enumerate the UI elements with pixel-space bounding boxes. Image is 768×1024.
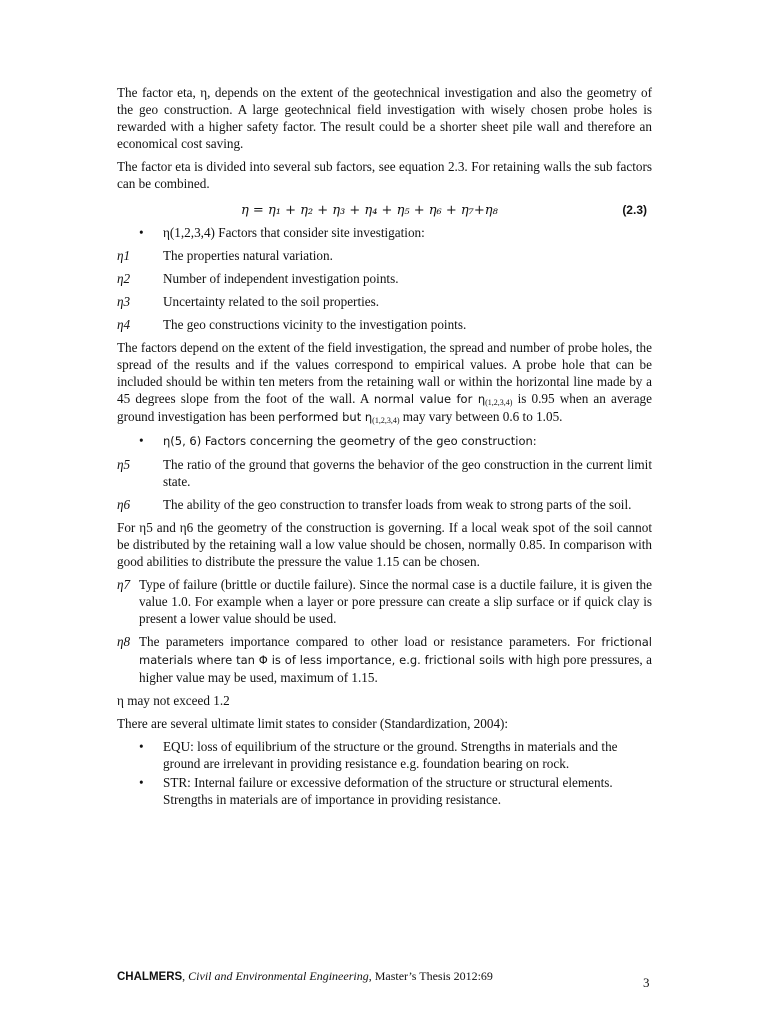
eta-definition-text: The parameters importance compared to other load or resistance parameters. For [139,634,602,649]
paragraph-text: may vary between 0.6 to 1.05. [399,409,563,424]
eta-definition-text: The ability of the geo construction to transfer loads from weak to strong parts of the soil. [163,497,632,512]
eta-definition-row [117,293,652,310]
subscript: (1,2,3,4) [372,416,400,425]
eta-definition-text: high pore pressures, a higher value may be used, maximum of 1.15. [139,652,652,685]
eta-definition-text: frictional materials where tan Φ is of less importance, e.g. frictional soils with [139,635,652,667]
subscript: (1,2,3,4) [485,398,513,407]
eta8-item [117,633,652,686]
bullet-text: η(5, 6) Factors concerning the geometry of the geo construction: [163,434,537,448]
list-item [117,774,652,808]
eta-symbol: η8 [117,634,131,649]
list-item [117,738,652,772]
eta-definition-row [117,456,652,490]
paragraph-text: performed but η [278,410,373,424]
eta-definition-text-wrapper [139,633,652,686]
bullet-dot: • [139,433,144,448]
paragraph-factors-depend [117,339,652,426]
eta-symbol: η4 [117,317,131,332]
bullet-dot: • [139,775,144,790]
page-number: 3 [643,975,650,990]
paragraph-eta-max: η may not exceed 1.2 [117,693,230,708]
footer-department: Civil and Environmental Engineering [188,969,369,983]
footer-separator: , [182,969,189,983]
paragraph-text: normal value for η [373,392,486,406]
eta-symbol: η6 [117,497,131,512]
paragraph-eta-subfactors: The factor eta is divided into several sub factors, see equation 2.3. For retaining walls the sub factors can be combined. [117,159,652,191]
page-footer [117,969,653,984]
eta-definition-text: Uncertainty related to the soil properties. [163,294,380,309]
eta-definition-row [117,270,652,287]
eta-definition-row [117,496,652,513]
limit-states-list [117,738,652,808]
bullet-text: η(1,2,3,4) Factors that consider site investigation: [163,225,425,240]
paragraph-eta5-eta6: For η5 and η6 the geometry of the construction is governing. If a local weak spot of the soil cannot be distributed by the retaining wall a low value should be chosen, normally 0.85. In comparison with good abilities to distribute the pressure the value 1.15 can be chosen. [117,520,652,569]
bullet-geometry [117,432,652,450]
eta-definition-text: The properties natural variation. [163,248,333,263]
eta-definition-row [117,247,652,264]
list-item-text: EQU: loss of equilibrium of the structure or the ground. Strengths in materials and the ground are irrelevant in providing resistance e.g. foundation bearing on rock. [163,739,618,771]
equation-number: (2.3) [622,203,647,217]
eta-symbol: η5 [117,457,131,472]
eta-definitions-5-6 [117,456,652,513]
footer-thesis: , Master’s Thesis 2012:69 [368,969,493,983]
paragraph-limit-states-intro: There are several ultimate limit states to consider (Standardization, 2004): [117,716,509,731]
eta-definitions-1-4 [117,247,652,333]
eta-definition-row [117,316,652,333]
eta-symbol: η1 [117,248,131,263]
bullet-dot: • [139,225,144,240]
eta-symbol: η3 [117,294,131,309]
page-body [117,84,652,814]
paragraph-text: is 0.95 when an average ground investigation has been [117,391,652,424]
eta-definition-text: Type of failure (brittle or ductile failure). Since the normal case is a ductile failure, it is given the value 1.0. For example when a layer or pore pressure can create a slip surface or if quick clay is present a lower value should be used. [139,577,652,626]
eta-definition-text: The geo constructions vicinity to the investigation points. [163,317,467,332]
paragraph-eta-intro: The factor eta, η, depends on the extent of the geotechnical investigation and also the geometry of the geo construction. A large geotechnical field investigation with wisely chosen probe holes is rewarded with a higher safety factor. The result could be a shorter sheet pile wall and therefore an economical cost saving. [117,85,652,151]
eta-symbol: η2 [117,271,131,286]
equation-formula: η = η₁ + η₂ + η₃ + η₄ + η₅ + η₆ + η₇+η₈ [241,203,498,218]
paragraph-text: The factors depend on the extent of the field investigation, the spread and number of probe holes, the spread of the results and if the values correspond to empirical values. A probe hole that can be included should be within ten meters from the retaining wall or within the horizontal line made by a 45 degrees slope from the foot of the wall. A [117,340,652,406]
eta-symbol: η7 [117,577,131,592]
eta-definition-text: The ratio of the ground that governs the behavior of the geo construction in the current limit state. [163,457,652,489]
footer-org: CHALMERS [117,971,183,983]
list-item-text: STR: Internal failure or excessive deformation of the structure or structural elements. Strengths in materials are of importance in providing resistance. [163,775,613,807]
eta-definition-text: Number of independent investigation points. [163,271,399,286]
eta7-item [117,576,652,627]
bullet-site-investigation [117,224,652,241]
equation-2-3 [117,198,652,224]
bullet-dot: • [139,739,144,754]
